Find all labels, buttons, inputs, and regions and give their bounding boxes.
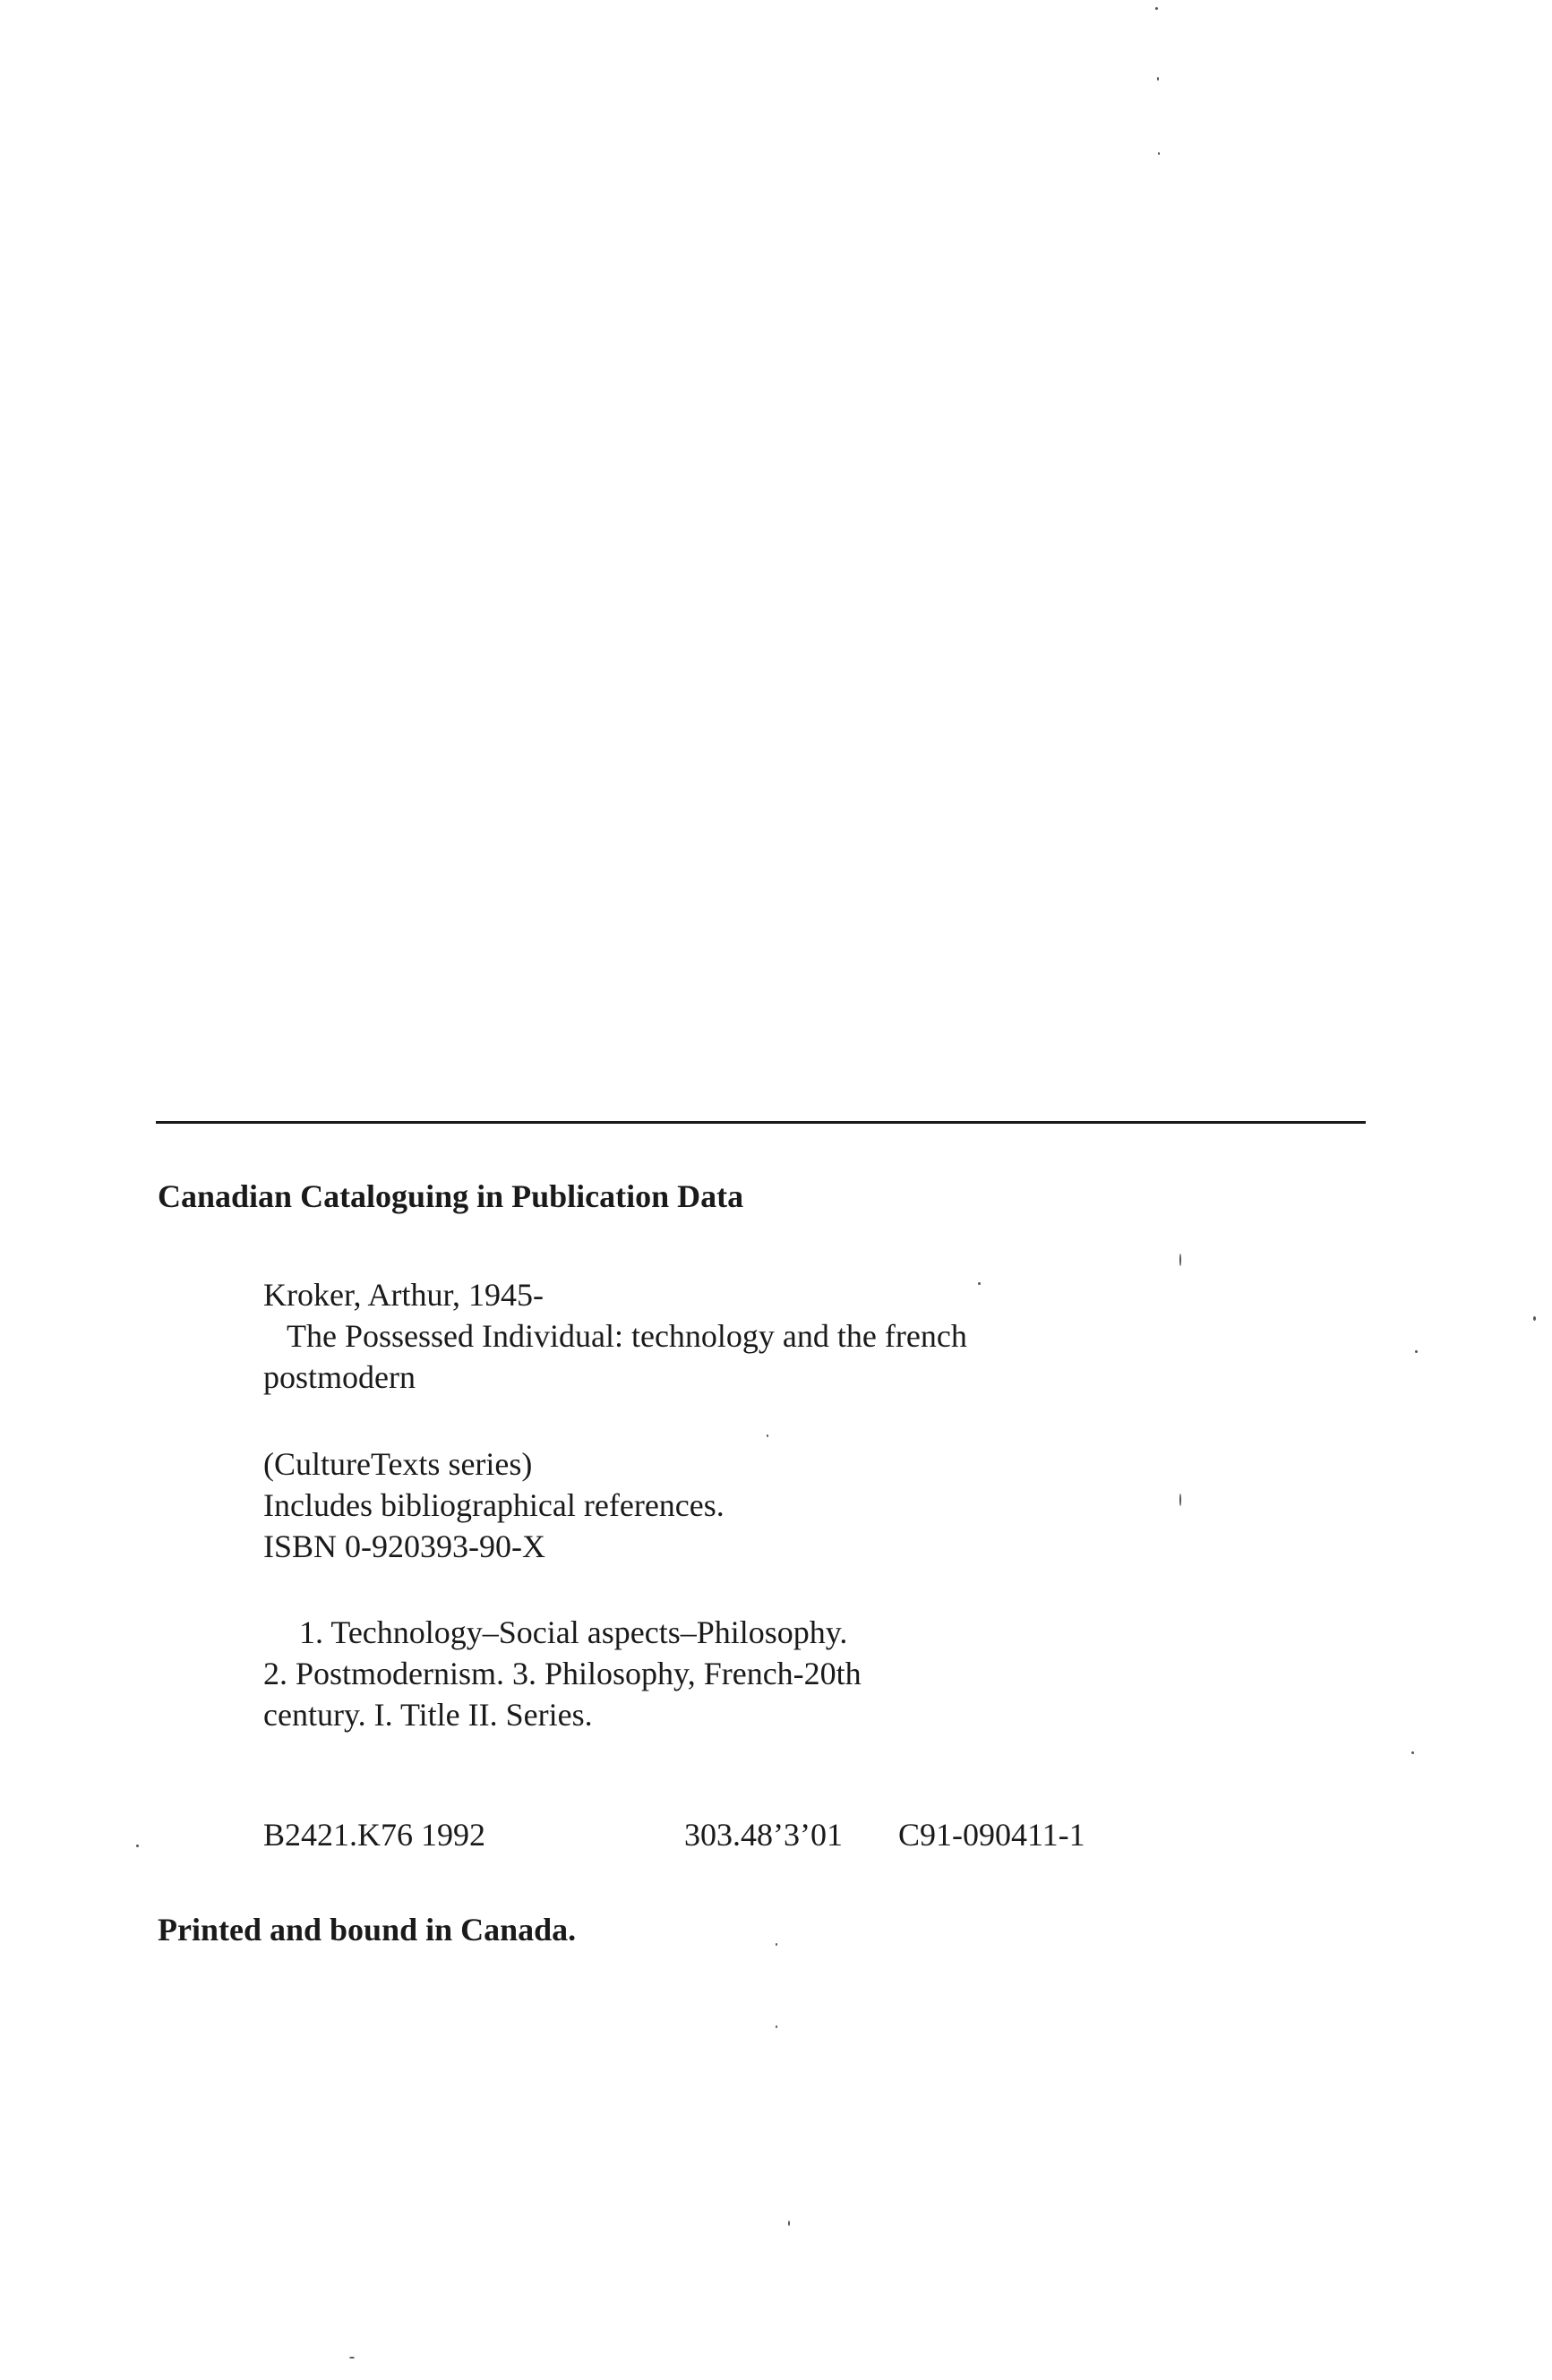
scan-speck (1179, 1254, 1181, 1266)
top-rule (156, 1121, 1366, 1124)
title-line-1: The Possessed Individual: technology and the french (287, 1318, 967, 1354)
scan-speck (776, 1943, 777, 1946)
subject-line-3: century. I. Title II. Series. (263, 1697, 593, 1733)
scan-speck (767, 1434, 768, 1437)
scan-speck (349, 2357, 355, 2359)
author-line: Kroker, Arthur, 1945- (263, 1277, 544, 1313)
scan-speck (788, 2221, 790, 2226)
subjects-entry (263, 1612, 862, 1735)
notes-entry (263, 1443, 725, 1567)
title-line-2: postmodern (263, 1359, 416, 1395)
scan-speck (1179, 1494, 1181, 1506)
cip-heading: Canadian Cataloguing in Publication Data (158, 1178, 744, 1214)
scan-speck (136, 1845, 139, 1847)
scan-speck (1533, 1316, 1536, 1321)
scan-speck (1155, 7, 1158, 10)
subject-line-2: 2. Postmodernism. 3. Philosophy, French-20th (263, 1656, 862, 1691)
dewey-classification: 303.48’3’01 (684, 1817, 843, 1853)
isbn-note: ISBN 0-920393-90-X (263, 1528, 545, 1564)
cip-number: C91-090411-1 (898, 1817, 1085, 1853)
scan-speck (776, 2025, 777, 2028)
scan-speck (1411, 1751, 1414, 1754)
scan-speck (1158, 152, 1160, 155)
scan-speck (978, 1282, 981, 1285)
scan-speck (1415, 1350, 1418, 1353)
subject-line-1: 1. Technology–Social aspects–Philosophy. (299, 1614, 848, 1650)
scan-speck (1157, 77, 1159, 81)
author-title-entry (263, 1274, 967, 1398)
printed-footer: Printed and bound in Canada. (158, 1912, 577, 1948)
lc-classification: B2421.K76 1992 (263, 1817, 486, 1853)
series-note: (CultureTexts series) (263, 1446, 533, 1482)
bibliography-note: Includes bibliographical references. (263, 1487, 725, 1523)
